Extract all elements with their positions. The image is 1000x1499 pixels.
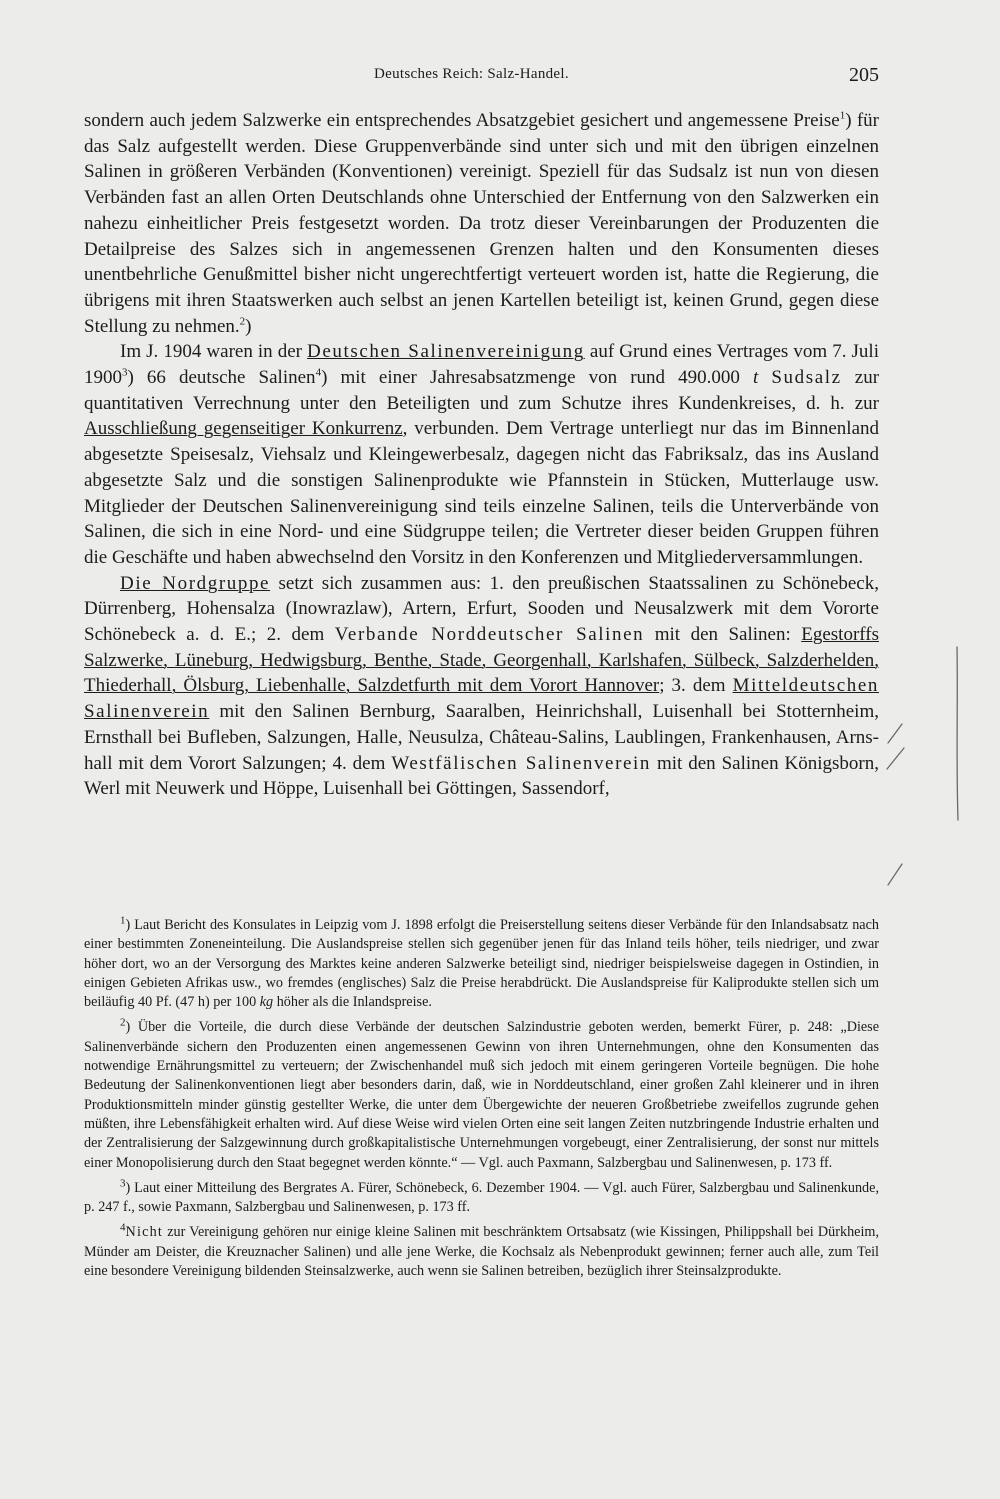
footnote-2-marker: 2: [120, 1016, 126, 1029]
p2-text-c: ) 66 deutsche Salinen: [127, 367, 316, 389]
norddeutsche-salinen-list: Egestorffs Salzwerke, Lüneburg, Hedwigsburg, Benthe, Stade, Georgenhall, Karlshafen, Sülbeck, Salzderhelden, Thiederhall, Ölsburg, Liebenhalle, Salzdetfurth mit dem Vorort Hannover: [84, 624, 879, 697]
mitteldeutscher-salinenverein: Mitteldeutschen Salinenverein: [84, 675, 879, 723]
footnote-ref-4: 4: [315, 366, 322, 379]
footnote-1-tail: höher als die Inlandspreise.: [273, 994, 432, 1011]
margin-vertical-line: [957, 647, 958, 820]
paragraph-1: [84, 108, 879, 339]
page-header: [84, 66, 879, 90]
westfaelischer-salinenverein: Westfälischen Salinenverein: [391, 752, 652, 774]
footnote-3-text: ) Laut einer Mitteilung des Bergrates A. Fürer, Schönebeck, 6. Dezember 1904. — Vgl. auch Fürer, Salzbergbau und Salinenkunde, p. 247 f., sowie Paxmann, Salzbergbau und Salinenwesen, p. 173 ff.: [84, 1179, 879, 1216]
body-text: [84, 108, 879, 802]
p2-text-b: auf Grund eines Vertrages vom 7. Juli 1900: [84, 341, 879, 389]
footnote-4-text: zur Vereinigung gehören nur einige kleine Salinen mit beschränktem Ortsabsatz (wie Kissingen, Philippshall bei Dürkheim, Münder am Deister, die Kreuznacher Salinen) und alle jene Werke, die Kochsalz als Nebenprodukt gewinnen; ferner auch alle, zum Teil eine besondere Vereinigung bildenden Steinsalzwerke, auch wenn sie Salinen betreiben, bezüglich ihrer Steinsalzprodukte.: [84, 1224, 879, 1280]
p3-text-e: mit den Salinen Königsborn, Werl mit Neuwerk und Höppe, Luisenhall bei Göttingen, Sassendorf,: [84, 752, 879, 800]
sudsalz-term: Sudsalz: [771, 367, 842, 389]
p3-text-c: ; 3. dem: [659, 675, 733, 697]
footnote-ref-3: 3: [122, 366, 128, 379]
footnote-3: [84, 1179, 879, 1218]
p1-text-a: sondern auch jedem Salzwerke ein entsprechendes Absatzgebiet gesichert und angemessene Preise: [84, 110, 840, 131]
p3-text-a: setzt sich zusammen aus: 1. den preußischen Staatssalinen zu Schönebeck, Dürrenberg, Hohensalza (Inowrazlaw), Artern, Erfurt, Sooden und Neusalzwerk mit dem Vororte Schönebeck a. d. E.; 2. dem: [84, 572, 879, 646]
unit-tonne: t: [752, 367, 759, 389]
running-title: Deutsches Reich: Salz-Handel.: [374, 66, 569, 82]
verband-norddeutscher-salinen: Verbande Norddeutscher Salinen: [334, 624, 645, 646]
footnote-ref-2: 2: [239, 315, 246, 328]
p3-text-d: mit den Salinen Bernburg, Saaralben, Heinrichshall, Luisenhall bei Stotternheim, Ernsthall bei Bufleben, Salzungen, Halle, Neusulza, Château-Salins, Laublingen, Frankenhausen, Arnshall mit dem Vorort Salzungen; 4. dem: [84, 701, 879, 774]
footnote-1: [84, 916, 879, 1012]
footnote-4-marker: 4: [120, 1221, 126, 1234]
p2-text-g: , verbunden. Dem Vertrage unterliegt nur das im Binnenland abgesetzte Speisesalz, Viehsalz und Kleingewerbesalz, dagegen nicht das Fabriksalz, das ins Ausland abgesetzte Salz und die sonstigen Salinenprodukte wie Pfannstein in Stücken, Mutterlauge usw. Mitglieder der Deutschen Salinenvereinigung sind teils einzelne Salinen, teils die Unterverbände von Salinen, die sich in eine Nord- und eine Südgruppe teilen; die Vertreter dieser beiden Gruppen führen die Geschäfte und haben abwechselnd den Vorsitz in den Konferenzen und Mitgliederversammlungen.: [84, 418, 879, 568]
footnote-1-marker: 1: [120, 914, 126, 927]
salinenvereinigung-name: Deutschen Salinenvereinigung: [307, 341, 585, 363]
paragraph-3: [84, 571, 879, 802]
margin-tick-1: [888, 724, 902, 743]
margin-tick-2: [887, 748, 904, 769]
margin-tick-3: [888, 864, 902, 885]
p2-text-f: zur quantitativen Verrechnung unter den Beteiligten und zum Schutze ihres Kundenkreises, d. h. zur: [84, 367, 880, 414]
p3-text-b: mit den Salinen:: [644, 624, 802, 646]
p2-text-a: Im J. 1904 waren in der: [120, 341, 308, 363]
footnote-4: [84, 1223, 879, 1281]
footnote-2-text: ) Über die Vorteile, die durch diese Verbände der deutschen Salzindustrie geboten werden, bemerkt Fürer, p. 248: „Diese Salinenverbände sichern den Produzenten einen angemessenen Gewinn von ihren Unternehmungen, ohne den Konsumenten das notwendige Ernährungsmittel zu verteuern; der Zwischenhandel muß sich jedoch mit einem geringeren Vorteile begnügen. Die hohe Bedeutung der Salinenkonventionen liegt aber besonders darin, daß, wie in Norddeutschland, einer großen Zahl kleinerer und in ihren Produktionsmitteln minder günstig gestellter Werke, die unter dem Übergewichte der neueren Großbetriebe zweifellos zugrunde gehen müßten, ihre Lebensfähigkeit erhalten wird. Auf diese Weise wird vielen Orten eine seit langen Zeiten nutzbringende Industrie erhalten und der Zentralisierung der Salzgewinnung durch großkapitalistische Unternehmungen vorgebeugt, einer Zentralisierung, der sonst nur mittels einer Monopolisierung durch den Staat begegnet werden könnte.“ — Vgl. auch Paxmann, Salzbergbau und Salinenwesen, p. 173 ff.: [84, 1019, 879, 1171]
footnote-1-text: ) Laut Bericht des Konsulates in Leipzig vom J. 1898 erfolgt die Preiserstellung seitens dieser Verbände für den Inlandsabsatz nach einer bestimmten Zoneneinteilung. Die Auslandspreise stellen sich gegenüber jenen für das Inland teils höher, teils niedriger, und zwar höher dort, wo an der Versorgung des Marktes keine anderen Salzwerke beteiligt sind, niedriger beispielsweise dagegen in Ostindien, in einigen Gebieten Afrikas usw., wo fremdes (englisches) Salz die Preise herabdrückt. Die Auslandspreise für Kaliprodukte stellen sich um beiläufig 40 Pf. (47 h) per 100: [84, 917, 879, 1011]
p2-text-d: ) mit einer Jahresabsatzmenge von rund 490.000: [321, 367, 753, 389]
unit-kg: kg: [259, 994, 274, 1011]
footnotes: [84, 916, 879, 1287]
p1-text-c: ): [245, 315, 252, 337]
footnote-2: [84, 1018, 879, 1172]
paragraph-2: [84, 339, 879, 570]
nordgruppe-term: Die Nordgruppe: [120, 572, 271, 594]
p2-text-e: [758, 367, 771, 388]
page-number: 205: [849, 64, 879, 86]
p1-text-b: ) für das Salz aufgestellt werden. Diese Gruppenverbände sind unter sich und mit den übrigen einzelnen Salinen in größeren Verbänden (Konventionen) vereinigt. Speziell für das Sudsalz ist nun von diesen Verbänden fast an allen Orten Deutschlands ohne Unterschied der Entfernung von den Salzwerken ein nahezu einheitlicher Preis festgesetzt worden. Da trotz dieser Vereinbarungen der Produzenten die Detailpreise des Salzes sich in angemessenen Grenzen halten und den Konsumenten dieses unentbehrliche Genußmittel bisher nicht ungerechtfertigt verteuert worden ist, hatte die Regierung, die übrigens mit ihren Staatswerken auch selbst an jenen Kartellen beteiligt ist, keinen Grund, gegen diese Stellung zu nehmen.: [84, 110, 879, 337]
ausschliessung-phrase: Ausschließung gegenseitiger Konkurrenz: [84, 418, 403, 440]
footnote-4-lead: Nicht: [125, 1224, 164, 1241]
footnote-ref-1: 1: [839, 109, 846, 122]
footnote-3-marker: 3: [120, 1177, 126, 1190]
